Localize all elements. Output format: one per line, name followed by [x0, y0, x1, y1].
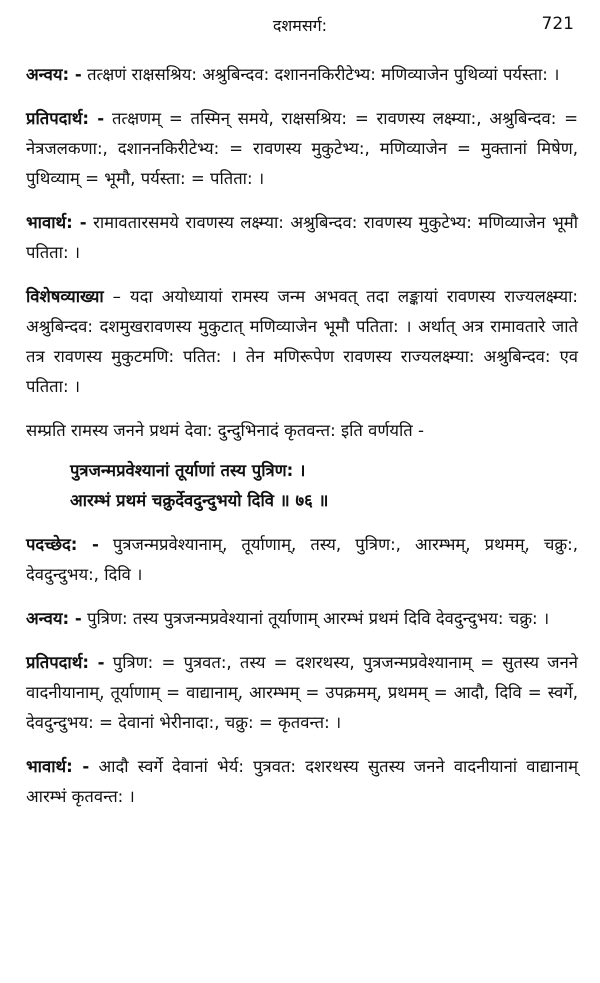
anvaya-label: अन्वय: -: [26, 65, 82, 84]
pratipadartha-label: प्रतिपदार्थ: -: [26, 109, 105, 128]
vishesha-text: – यदा अयोध्यायां रामस्य जन्म अभवत् तदा लङ्कायां रावणस्य राज्यलक्ष्म्या: अश्रुबिन्दव: दशमुखरावणस्य मुकुटात् मणिव्याजेन भूमौ पतिता: । अर्थात् अत्र रामावतारे जाते तत्र रावणस्य मुकुटमणि: पतित: । तेन मणिरूपेण रावणस्य राज्यलक्ष्म्या: अश्रुबिन्दव: एव पतिता: ।: [26, 287, 578, 396]
running-title: दशमसर्ग:: [272, 16, 328, 35]
padachheda-text: पुत्रजन्मप्रवेश्यानाम्, तूर्याणाम्, तस्य, पुत्रिण:, आरम्भम्, प्रथमम्, चक्रु:, देवदुन्दुभय:, दिवि ।: [26, 535, 578, 584]
anvaya-label: अन्वय: -: [26, 609, 82, 628]
pratipadartha-label: प्रतिपदार्थ: -: [26, 653, 105, 672]
bhavartha-paragraph-1: [26, 208, 578, 268]
pratipadartha-paragraph-2: [26, 648, 578, 738]
pratipadartha-text: तत्क्षणम् = तस्मिन् समये, राक्षसश्रिय: = रावणस्य लक्ष्म्या:, अश्रुबिन्दव: = नेत्रजलकणा:, दशाननकिरीटेभ्य: = रावणस्य मुकुटेभ्य:, मणिव्याजेन = मुक्तानां मिषेण, पुथिव्याम् = भूमौ, पर्यस्ता: = पतिता: ।: [26, 109, 578, 188]
padachheda-paragraph: [26, 530, 578, 590]
verse-block: [70, 456, 578, 516]
vishesha-label: विशेषव्याख्या: [26, 287, 104, 306]
page-header: [0, 10, 600, 38]
bhavartha-label: भावार्थ: -: [26, 213, 87, 232]
anvaya-paragraph-2: [26, 604, 578, 634]
page-content: [26, 60, 578, 826]
verse-line-2: आरम्भं प्रथमं चक्रुर्देवदुन्दुभयो दिवि ॥ ७६ ॥: [70, 491, 329, 510]
bhavartha-text: रामावतारसमये रावणस्य लक्ष्म्या: अश्रुबिन्दव: रावणस्य मुकुटेभ्य: मणिव्याजेन भूमौ पतिता: ।: [26, 213, 578, 262]
anvaya-text: पुत्रिण: तस्य पुत्रजन्मप्रवेश्यानां तूर्याणाम् आरम्भं प्रथमं दिवि देवदुन्दुभय: चक्रु: ।: [81, 609, 550, 628]
verse-line-1: पुत्रजन्मप्रवेश्यानां तूर्याणां तस्य पुत्रिण: ।: [70, 461, 306, 480]
anvaya-text: तत्क्षणं राक्षसश्रिय: अश्रुबिन्दव: दशाननकिरीटेभ्य: मणिव्याजेन पुथिव्यां पर्यस्ता: ।: [81, 65, 560, 84]
pratipadartha-paragraph-1: [26, 104, 578, 194]
bhavartha-paragraph-2: [26, 752, 578, 812]
intro-paragraph: सम्प्रति रामस्य जनने प्रथमं देवा: दुन्दुभिनादं कृतवन्त: इति वर्णयति -: [26, 421, 425, 440]
bhavartha-text: आदौ स्वर्गे देवानां भेर्य: पुत्रवत: दशरथस्य सुतस्य जनने वादनीयानां वाद्यानाम् आरम्भं कृतवन्त: ।: [26, 757, 579, 806]
padachheda-label: पदच्छेद: -: [26, 535, 99, 554]
bhavartha-label: भावार्थ: -: [26, 757, 90, 776]
pratipadartha-text: पुत्रिण: = पुत्रवत:, तस्य = दशरथस्य, पुत्रजन्मप्रवेश्यानाम् = सुतस्य जनने वादनीयानाम्, तूर्याणाम् = वाद्यानाम्, आरम्भम् = उपक्रमम्, प्रथमम् = आदौ, दिवि = स्वर्गे, देवदुन्दुभय: = देवानां भेरीनादा:, चक्रु: = कृतवन्त: ।: [26, 653, 578, 732]
vishesha-paragraph: [26, 282, 578, 402]
anvaya-paragraph-1: [26, 60, 578, 90]
page-number: 721: [541, 14, 574, 34]
